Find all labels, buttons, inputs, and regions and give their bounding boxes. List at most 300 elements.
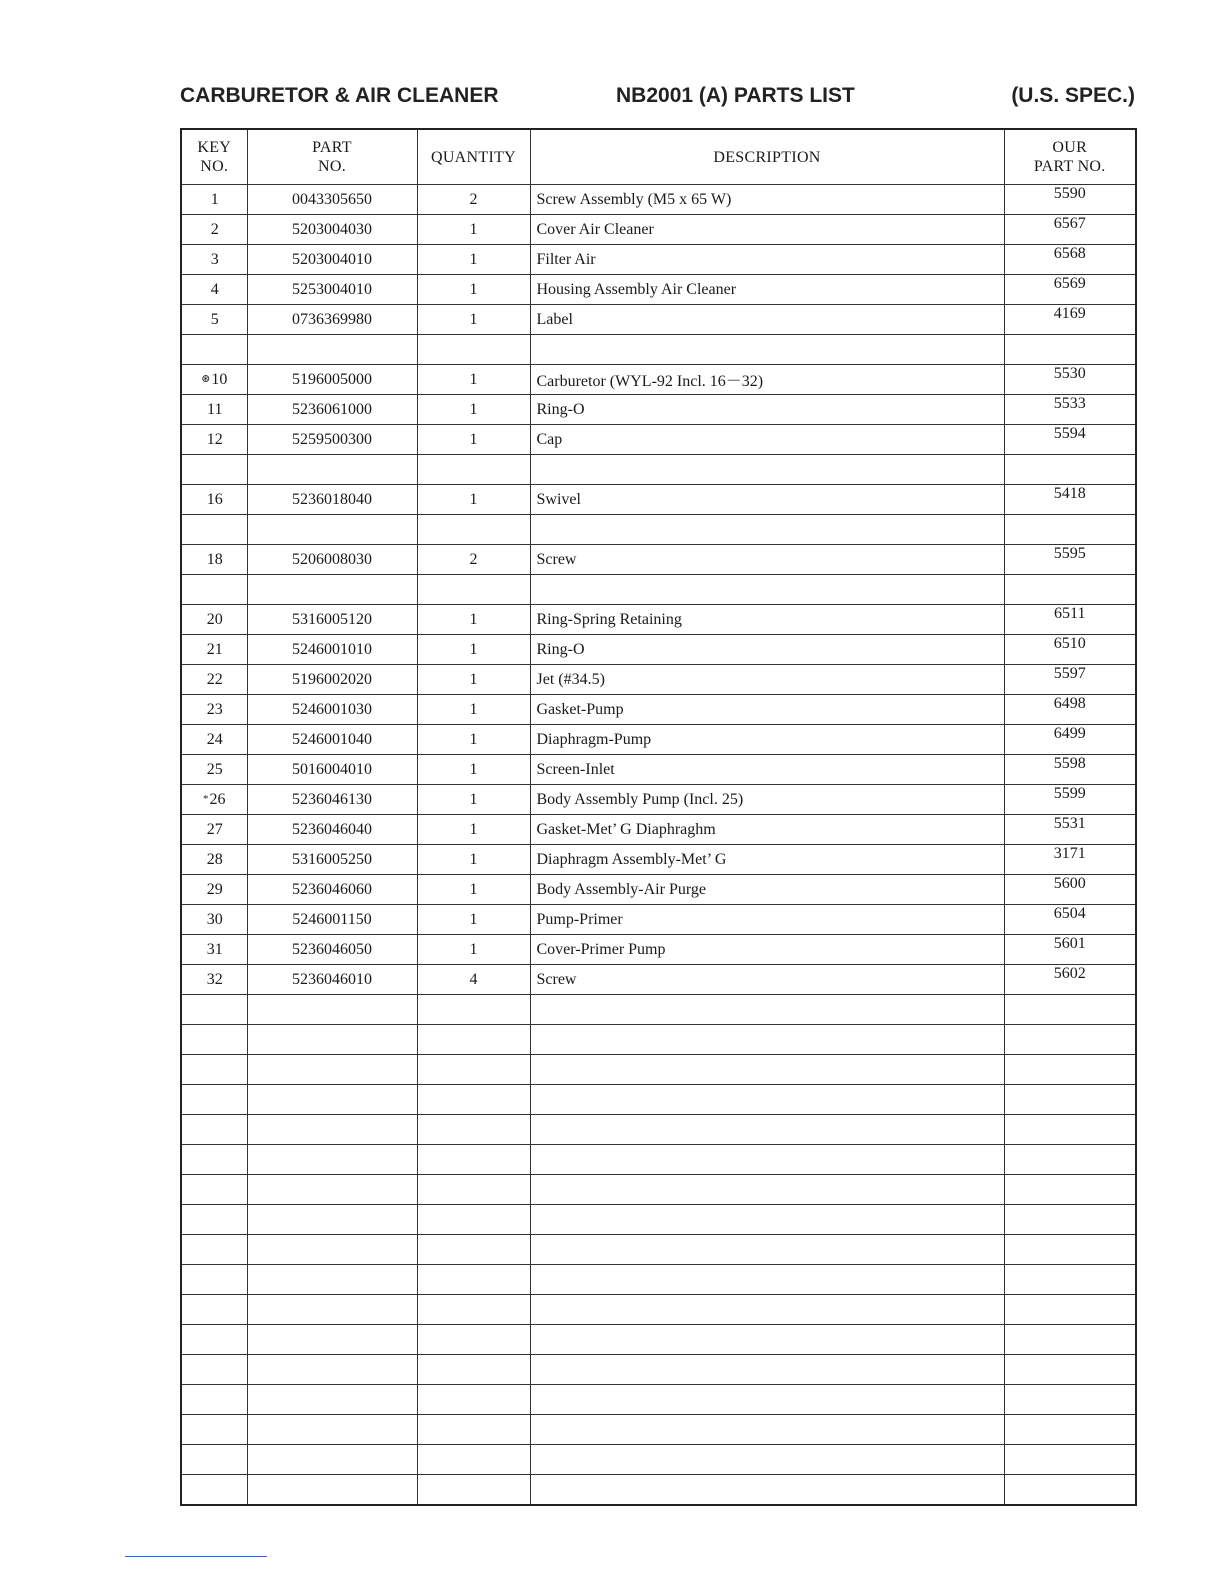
- key-no-cell: [181, 1355, 247, 1385]
- our-part-no-header: OUR PART NO.: [1004, 129, 1136, 185]
- table-row: [181, 335, 1136, 365]
- table-row: [181, 1385, 1136, 1415]
- description-cell: Gasket-Pump: [530, 695, 1004, 725]
- description-cell: [530, 335, 1004, 365]
- key-no-cell: [181, 725, 247, 755]
- quantity-cell: [417, 335, 530, 365]
- key-no-cell: [181, 365, 247, 395]
- table-row: [181, 995, 1136, 1025]
- quantity-cell: 1: [417, 935, 530, 965]
- quantity-cell: 1: [417, 215, 530, 245]
- description-cell: Diaphragm-Pump: [530, 725, 1004, 755]
- key-no: 18: [206, 550, 223, 568]
- table-row: [181, 1475, 1136, 1506]
- quantity-cell: 1: [417, 635, 530, 665]
- description-cell: Screen-Inlet: [530, 755, 1004, 785]
- key-no: 1: [210, 190, 219, 208]
- quantity-cell: 2: [417, 545, 530, 575]
- part-no-cell: 5236046130: [247, 785, 417, 815]
- key-no-cell: [181, 1145, 247, 1175]
- our-part-no-cell: 5597: [1004, 665, 1136, 695]
- table-row: [181, 1355, 1136, 1385]
- key-no: 20: [206, 610, 223, 628]
- key-no: 2: [210, 220, 219, 238]
- table-row: [181, 1235, 1136, 1265]
- footer-rule: [125, 1556, 267, 1557]
- quantity-cell: [417, 1265, 530, 1295]
- description-cell: [530, 1445, 1004, 1475]
- our-part-no-cell: 5418: [1004, 485, 1136, 515]
- table-row: [181, 695, 1136, 725]
- part-no-cell: 5246001010: [247, 635, 417, 665]
- key-no-cell: [181, 1175, 247, 1205]
- quantity-cell: 1: [417, 305, 530, 335]
- part-no-cell: [247, 335, 417, 365]
- key-no-cell: [181, 695, 247, 725]
- part-no-cell: 5246001030: [247, 695, 417, 725]
- our-part-no-cell: [1004, 575, 1136, 605]
- key-no-cell: [181, 755, 247, 785]
- key-no-cell: [181, 785, 247, 815]
- our-part-no-cell: [1004, 995, 1136, 1025]
- part-no-cell: 5316005120: [247, 605, 417, 635]
- our-part-no-cell: 5590: [1004, 185, 1136, 215]
- key-no: 27: [206, 820, 223, 838]
- our-part-no-cell: 5602: [1004, 965, 1136, 995]
- description-cell: Screw Assembly (M5 x 65 W): [530, 185, 1004, 215]
- our-part-no-cell: 5599: [1004, 785, 1136, 815]
- key-no-cell: [181, 1025, 247, 1055]
- our-part-no-cell: [1004, 1325, 1136, 1355]
- part-no-cell: 5253004010: [247, 275, 417, 305]
- quantity-cell: 1: [417, 725, 530, 755]
- description-cell: Body Assembly-Air Purge: [530, 875, 1004, 905]
- description-cell: [530, 1235, 1004, 1265]
- key-no: 4: [210, 280, 219, 298]
- part-no-cell: 5236046060: [247, 875, 417, 905]
- key-no-cell: [181, 1445, 247, 1475]
- our-part-no-cell: [1004, 1415, 1136, 1445]
- part-no-cell: 5316005250: [247, 845, 417, 875]
- our-part-no-cell: 5530: [1004, 365, 1136, 395]
- key-no: 3: [210, 250, 219, 268]
- table-row: [181, 905, 1136, 935]
- part-no-cell: [247, 1205, 417, 1235]
- description-cell: [530, 1085, 1004, 1115]
- part-no-cell: [247, 1085, 417, 1115]
- quantity-cell: [417, 1175, 530, 1205]
- part-no-cell: 5236046010: [247, 965, 417, 995]
- key-no: 25: [206, 760, 223, 778]
- key-no-cell: [181, 1235, 247, 1265]
- quantity-cell: [417, 1205, 530, 1235]
- quantity-cell: 1: [417, 695, 530, 725]
- our-part-no-cell: 5601: [1004, 935, 1136, 965]
- part-no-cell: [247, 1115, 417, 1145]
- description-cell: [530, 575, 1004, 605]
- our-part-no-cell: 3171: [1004, 845, 1136, 875]
- page-header: [180, 84, 1135, 114]
- our-part-no-cell: [1004, 1205, 1136, 1235]
- table-row: [181, 305, 1136, 335]
- our-part-no-cell: [1004, 455, 1136, 485]
- part-no-cell: 5206008030: [247, 545, 417, 575]
- part-no-cell: [247, 1145, 417, 1175]
- table-row: [181, 1325, 1136, 1355]
- quantity-cell: 1: [417, 395, 530, 425]
- table-row: [181, 785, 1136, 815]
- key-no-cell: [181, 635, 247, 665]
- quantity-cell: [417, 575, 530, 605]
- description-cell: [530, 1475, 1004, 1506]
- quantity-cell: 1: [417, 905, 530, 935]
- description-cell: [530, 1055, 1004, 1085]
- table-header-row: [181, 129, 1136, 185]
- our-part-no-cell: 6498: [1004, 695, 1136, 725]
- table-row: [181, 725, 1136, 755]
- table-row: [181, 665, 1136, 695]
- table-row: [181, 485, 1136, 515]
- part-no-cell: [247, 515, 417, 545]
- description-cell: Diaphragm Assembly-Met’ G: [530, 845, 1004, 875]
- description-cell: Housing Assembly Air Cleaner: [530, 275, 1004, 305]
- table-row: [181, 1145, 1136, 1175]
- our-part-no-cell: [1004, 1025, 1136, 1055]
- quantity-cell: 1: [417, 245, 530, 275]
- key-no-cell: [181, 1085, 247, 1115]
- our-part-no-cell: [1004, 1295, 1136, 1325]
- key-no-cell: [181, 215, 247, 245]
- description-header: DESCRIPTION: [530, 129, 1004, 185]
- quantity-header: QUANTITY: [417, 129, 530, 185]
- description-cell: Body Assembly Pump (Incl. 25): [530, 785, 1004, 815]
- key-no: 21: [206, 640, 223, 658]
- key-no-cell: [181, 515, 247, 545]
- key-no-cell: [181, 1385, 247, 1415]
- description-cell: [530, 1145, 1004, 1175]
- description-cell: [530, 1355, 1004, 1385]
- key-no-cell: [181, 575, 247, 605]
- description-cell: Cover-Primer Pump: [530, 935, 1004, 965]
- table-row: [181, 1415, 1136, 1445]
- table-row: [181, 1265, 1136, 1295]
- our-part-no-cell: 6511: [1004, 605, 1136, 635]
- our-part-no-cell: 6567: [1004, 215, 1136, 245]
- quantity-cell: [417, 515, 530, 545]
- quantity-cell: 1: [417, 875, 530, 905]
- description-cell: [530, 995, 1004, 1025]
- part-no-cell: [247, 1355, 417, 1385]
- quantity-cell: 1: [417, 485, 530, 515]
- our-part-no-cell: [1004, 1235, 1136, 1265]
- key-no-cell: [181, 845, 247, 875]
- part-no-cell: [247, 995, 417, 1025]
- key-no: 32: [206, 970, 223, 988]
- key-no-cell: [181, 815, 247, 845]
- key-no-cell: [181, 965, 247, 995]
- part-no-cell: [247, 1175, 417, 1205]
- our-part-no-cell: [1004, 1475, 1136, 1506]
- table-row: [181, 1085, 1136, 1115]
- quantity-cell: [417, 455, 530, 485]
- part-no-cell: [247, 1055, 417, 1085]
- description-cell: [530, 1205, 1004, 1235]
- quantity-cell: [417, 1085, 530, 1115]
- part-no-cell: 5236046050: [247, 935, 417, 965]
- table-row: [181, 245, 1136, 275]
- description-cell: [530, 1175, 1004, 1205]
- description-cell: [530, 1025, 1004, 1055]
- table-row: [181, 875, 1136, 905]
- section-title: CARBURETOR & AIR CLEANER: [180, 84, 499, 107]
- description-cell: Ring-O: [530, 635, 1004, 665]
- key-no-cell: [181, 1475, 247, 1506]
- table-row: [181, 1055, 1136, 1085]
- description-cell: [530, 455, 1004, 485]
- quantity-cell: [417, 1475, 530, 1506]
- description-cell: Screw: [530, 545, 1004, 575]
- key-no-cell: [181, 1415, 247, 1445]
- our-part-no-cell: 5595: [1004, 545, 1136, 575]
- our-part-no-cell: [1004, 335, 1136, 365]
- description-cell: Screw: [530, 965, 1004, 995]
- quantity-cell: [417, 1055, 530, 1085]
- description-cell: [530, 1115, 1004, 1145]
- our-part-no-cell: [1004, 515, 1136, 545]
- our-part-no-cell: 6499: [1004, 725, 1136, 755]
- description-cell: [530, 1265, 1004, 1295]
- quantity-cell: 1: [417, 845, 530, 875]
- parts-list-title: NB2001 (A) PARTS LIST: [616, 84, 855, 107]
- table-row: [181, 635, 1136, 665]
- our-part-no-cell: [1004, 1445, 1136, 1475]
- key-no-cell: [181, 1295, 247, 1325]
- table-row: [181, 1025, 1136, 1055]
- description-cell: [530, 1385, 1004, 1415]
- our-part-no-cell: 5533: [1004, 395, 1136, 425]
- table-row: [181, 605, 1136, 635]
- part-no-cell: 5203004030: [247, 215, 417, 245]
- part-no-cell: 5246001150: [247, 905, 417, 935]
- part-no-cell: 5259500300: [247, 425, 417, 455]
- table-row: [181, 815, 1136, 845]
- key-no: 11: [207, 400, 223, 418]
- key-no-cell: [181, 665, 247, 695]
- part-no-cell: [247, 1385, 417, 1415]
- quantity-cell: [417, 1385, 530, 1415]
- our-part-no-cell: 6568: [1004, 245, 1136, 275]
- key-no-cell: [181, 1265, 247, 1295]
- part-no-cell: [247, 1415, 417, 1445]
- key-no-cell: [181, 905, 247, 935]
- part-no-cell: [247, 1265, 417, 1295]
- key-no-cell: [181, 425, 247, 455]
- table-row: [181, 845, 1136, 875]
- part-no-cell: 5203004010: [247, 245, 417, 275]
- table-row: [181, 365, 1136, 395]
- key-no-cell: [181, 185, 247, 215]
- part-no-cell: 0736369980: [247, 305, 417, 335]
- parts-table: [180, 128, 1137, 1506]
- key-no-cell: [181, 455, 247, 485]
- key-no-cell: [181, 1205, 247, 1235]
- quantity-cell: [417, 1235, 530, 1265]
- key-no-cell: [181, 275, 247, 305]
- quantity-cell: [417, 1115, 530, 1145]
- table-row: [181, 1115, 1136, 1145]
- table-row: [181, 935, 1136, 965]
- part-no-cell: 5016004010: [247, 755, 417, 785]
- quantity-cell: 1: [417, 755, 530, 785]
- part-no-cell: [247, 455, 417, 485]
- description-cell: Cover Air Cleaner: [530, 215, 1004, 245]
- key-no: 28: [206, 850, 223, 868]
- key-no-cell: [181, 935, 247, 965]
- quantity-cell: [417, 1325, 530, 1355]
- description-cell: Swivel: [530, 485, 1004, 515]
- description-cell: Pump-Primer: [530, 905, 1004, 935]
- our-part-no-cell: [1004, 1055, 1136, 1085]
- quantity-cell: [417, 1145, 530, 1175]
- our-part-no-cell: [1004, 1175, 1136, 1205]
- quantity-cell: [417, 1295, 530, 1325]
- key-no: 31: [206, 940, 223, 958]
- our-part-no-cell: 5600: [1004, 875, 1136, 905]
- quantity-cell: 1: [417, 665, 530, 695]
- part-no-cell: [247, 1025, 417, 1055]
- quantity-cell: 1: [417, 815, 530, 845]
- description-cell: [530, 1295, 1004, 1325]
- key-no: 30: [206, 910, 223, 928]
- description-cell: [530, 1325, 1004, 1355]
- quantity-cell: 2: [417, 185, 530, 215]
- our-part-no-cell: 4169: [1004, 305, 1136, 335]
- description-cell: Ring-O: [530, 395, 1004, 425]
- part-no-cell: 0043305650: [247, 185, 417, 215]
- part-no-cell: 5196002020: [247, 665, 417, 695]
- key-no-cell: [181, 1115, 247, 1145]
- spec-label: (U.S. SPEC.): [1011, 84, 1135, 107]
- table-row: [181, 545, 1136, 575]
- description-cell: Cap: [530, 425, 1004, 455]
- part-no-header: PART NO.: [247, 129, 417, 185]
- part-no-cell: 5196005000: [247, 365, 417, 395]
- key-no-cell: [181, 485, 247, 515]
- quantity-cell: 4: [417, 965, 530, 995]
- quantity-cell: [417, 1025, 530, 1055]
- key-no: 16: [206, 490, 223, 508]
- key-mark: *: [203, 792, 209, 805]
- key-no: 10: [211, 370, 228, 388]
- table-row: [181, 1205, 1136, 1235]
- description-cell: Gasket-Met’ G Diaphraghm: [530, 815, 1004, 845]
- description-cell: Carburetor (WYL-92 Incl. 16－32): [530, 365, 1004, 395]
- part-no-cell: [247, 1475, 417, 1506]
- key-no: 29: [206, 880, 223, 898]
- description-cell: Label: [530, 305, 1004, 335]
- part-no-cell: [247, 1295, 417, 1325]
- our-part-no-cell: 5598: [1004, 755, 1136, 785]
- table-row: [181, 215, 1136, 245]
- table-row: [181, 275, 1136, 305]
- key-no-cell: [181, 605, 247, 635]
- quantity-cell: 1: [417, 275, 530, 305]
- our-part-no-cell: [1004, 1355, 1136, 1385]
- description-cell: [530, 1415, 1004, 1445]
- table-row: [181, 1445, 1136, 1475]
- quantity-cell: [417, 995, 530, 1025]
- key-no-cell: [181, 395, 247, 425]
- part-no-cell: 5236061000: [247, 395, 417, 425]
- key-no: 26: [209, 790, 226, 808]
- part-no-cell: [247, 575, 417, 605]
- quantity-cell: 1: [417, 365, 530, 395]
- key-no: 22: [206, 670, 223, 688]
- table-row: [181, 1175, 1136, 1205]
- description-cell: Jet (#34.5): [530, 665, 1004, 695]
- table-body: [181, 185, 1136, 1506]
- key-no: 5: [210, 310, 219, 328]
- key-no-header: KEY NO.: [181, 129, 247, 185]
- part-no-cell: 5246001040: [247, 725, 417, 755]
- key-no-cell: [181, 545, 247, 575]
- part-no-cell: 5236046040: [247, 815, 417, 845]
- key-no-cell: [181, 1055, 247, 1085]
- table-row: [181, 185, 1136, 215]
- our-part-no-cell: 5531: [1004, 815, 1136, 845]
- part-no-cell: [247, 1235, 417, 1265]
- our-part-no-cell: [1004, 1145, 1136, 1175]
- key-no-cell: [181, 995, 247, 1025]
- table-row: [181, 965, 1136, 995]
- quantity-cell: 1: [417, 605, 530, 635]
- part-no-cell: 5236018040: [247, 485, 417, 515]
- table-row: [181, 755, 1136, 785]
- our-part-no-cell: [1004, 1265, 1136, 1295]
- description-cell: [530, 515, 1004, 545]
- quantity-cell: [417, 1415, 530, 1445]
- our-part-no-cell: [1004, 1085, 1136, 1115]
- key-no: 24: [206, 730, 223, 748]
- table-row: [181, 1295, 1136, 1325]
- key-no: 12: [206, 430, 223, 448]
- key-no: 23: [206, 700, 223, 718]
- our-part-no-cell: [1004, 1385, 1136, 1415]
- key-mark: ⊛: [201, 372, 211, 385]
- key-no-cell: [181, 335, 247, 365]
- table-row: [181, 395, 1136, 425]
- part-no-cell: [247, 1445, 417, 1475]
- table-row: [181, 515, 1136, 545]
- our-part-no-cell: 6510: [1004, 635, 1136, 665]
- part-no-cell: [247, 1325, 417, 1355]
- our-part-no-cell: 6504: [1004, 905, 1136, 935]
- quantity-cell: 1: [417, 785, 530, 815]
- quantity-cell: [417, 1445, 530, 1475]
- description-cell: Filter Air: [530, 245, 1004, 275]
- our-part-no-cell: [1004, 1115, 1136, 1145]
- key-no-cell: [181, 1325, 247, 1355]
- our-part-no-cell: 5594: [1004, 425, 1136, 455]
- our-part-no-cell: 6569: [1004, 275, 1136, 305]
- quantity-cell: 1: [417, 425, 530, 455]
- key-no-cell: [181, 305, 247, 335]
- quantity-cell: [417, 1355, 530, 1385]
- table-row: [181, 575, 1136, 605]
- key-no-cell: [181, 245, 247, 275]
- key-no-cell: [181, 875, 247, 905]
- description-cell: Ring-Spring Retaining: [530, 605, 1004, 635]
